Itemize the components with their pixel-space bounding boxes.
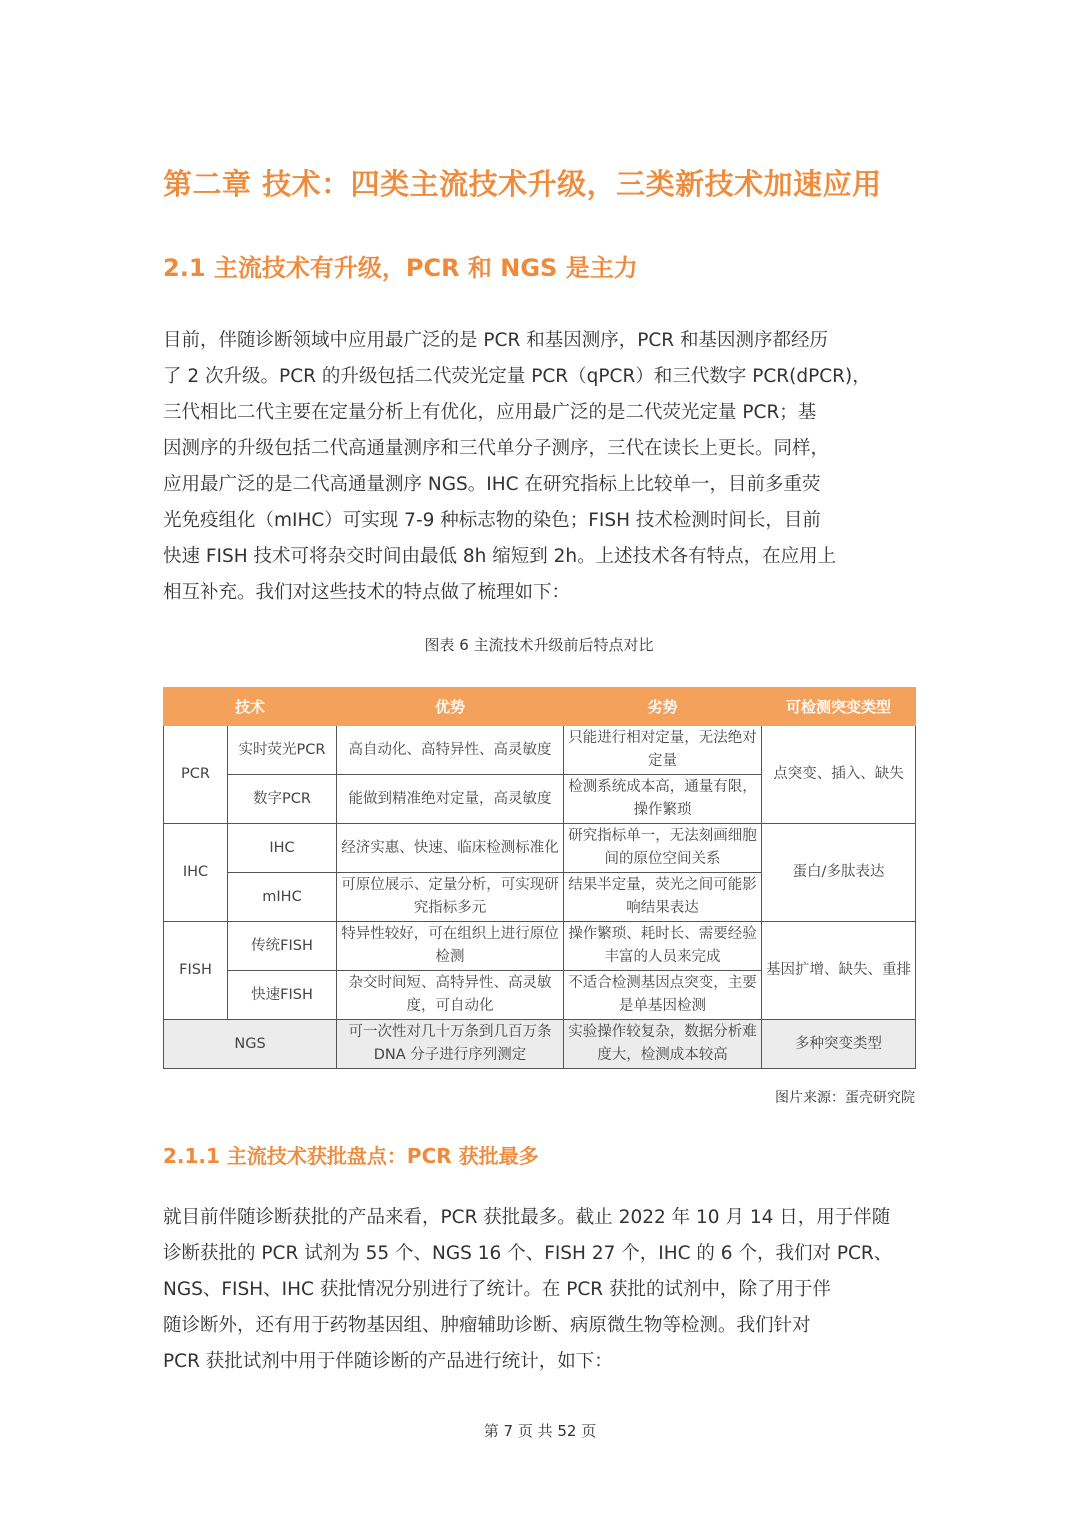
sub-tech: 快速FISH [228, 971, 337, 1020]
header-tech: 技术 [164, 688, 337, 726]
sub-tech: 实时荧光PCR [228, 726, 337, 775]
paragraph-line: 诊断获批的 PCR 试剂为 55 个、NGS 16 个、FISH 27 个，IHC 的 6 个，我们对 PCR、 [163, 1243, 893, 1264]
advantage-cell: 可原位展示、定量分析，可实现研究指标多元 [337, 873, 564, 922]
mutation-pcr: 点突变、插入、缺失 [762, 726, 916, 824]
group-ngs: NGS [164, 1020, 337, 1069]
group-pcr: PCR [164, 726, 228, 824]
paragraph-line: 随诊断外，还有用于药物基因组、肿瘤辅助诊断、病原微生物等检测。我们针对 [163, 1315, 811, 1336]
table-row [164, 726, 916, 775]
paragraph-line: 快速 FISH 技术可将杂交时间由最低 8h 缩短到 2h。上述技术各有特点，在应用上 [163, 546, 837, 567]
header-advantage: 优势 [337, 688, 564, 726]
paragraph-line: 就目前伴随诊断获批的产品来看，PCR 获批最多。截止 2022 年 10 月 14 日，用于伴随 [163, 1207, 891, 1228]
header-mutation-type: 可检测突变类型 [762, 688, 916, 726]
paragraph-line: 光免疫组化（mIHC）可实现 7-9 种标志物的染色；FISH 技术检测时间长，目前 [163, 510, 821, 531]
table-caption: 图表 6 主流技术升级前后特点对比 [424, 636, 654, 654]
sub-tech: mIHC [228, 873, 337, 922]
group-ihc: IHC [164, 824, 228, 922]
header-disadvantage: 劣势 [564, 688, 762, 726]
paragraph-line: PCR 获批试剂中用于伴随诊断的产品进行统计，如下： [163, 1351, 613, 1372]
section-title: 2.1 主流技术有升级，PCR 和 NGS 是主力 [163, 254, 638, 282]
advantage-cell: 杂交时间短、高特异性、高灵敏度，可自动化 [337, 971, 564, 1020]
table-row [164, 824, 916, 873]
disadvantage-cell: 实验操作较复杂，数据分析难度大，检测成本较高 [564, 1020, 762, 1069]
comparison-table [163, 687, 916, 1069]
paragraph-line: 目前，伴随诊断领域中应用最广泛的是 PCR 和基因测序，PCR 和基因测序都经历 [163, 330, 829, 351]
subsection-title: 2.1.1 主流技术获批盘点：PCR 获批最多 [163, 1144, 539, 1168]
sub-tech: 数字PCR [228, 775, 337, 824]
advantage-cell: 经济实惠、快速、临床检测标准化 [337, 824, 564, 873]
mutation-fish: 基因扩增、缺失、重排 [762, 922, 916, 1020]
disadvantage-cell: 研究指标单一，无法刻画细胞间的原位空间关系 [564, 824, 762, 873]
paragraph-line: 相互补充。我们对这些技术的特点做了梳理如下： [163, 582, 571, 603]
paragraph-line: NGS、FISH、IHC 获批情况分别进行了统计。在 PCR 获批的试剂中，除了用于伴 [163, 1279, 832, 1300]
paragraph-line: 因测序的升级包括二代高通量测序和三代单分子测序，三代在读长上更长。同样， [163, 438, 830, 459]
paragraph-line: 了 2 次升级。PCR 的升级包括二代荧光定量 PCR（qPCR）和三代数字 PCR(dPCR)， [163, 366, 871, 387]
disadvantage-cell: 检测系统成本高，通量有限，操作繁琐 [564, 775, 762, 824]
table-row [164, 922, 916, 971]
chapter-title: 第二章 技术：四类主流技术升级，三类新技术加速应用 [163, 167, 882, 201]
group-fish: FISH [164, 922, 228, 1020]
table-row [164, 1020, 916, 1069]
page-number-footer: 第 7 页 共 52 页 [483, 1422, 597, 1440]
sub-tech: 传统FISH [228, 922, 337, 971]
advantage-cell: 可一次性对几十万条到几百万条DNA 分子进行序列测定 [337, 1020, 564, 1069]
sub-tech: IHC [228, 824, 337, 873]
disadvantage-cell: 操作繁琐、耗时长、需要经验丰富的人员来完成 [564, 922, 762, 971]
paragraph-approvals [163, 1200, 915, 1380]
disadvantage-cell: 不适合检测基因点突变，主要是单基因检测 [564, 971, 762, 1020]
disadvantage-cell: 结果半定量，荧光之间可能影响结果表达 [564, 873, 762, 922]
disadvantage-cell: 只能进行相对定量，无法绝对定量 [564, 726, 762, 775]
mutation-ngs: 多种突变类型 [762, 1020, 916, 1069]
image-source-note: 图片来源：蛋壳研究院 [775, 1090, 915, 1106]
paragraph-line: 三代相比二代主要在定量分析上有优化，应用最广泛的是二代荧光定量 PCR；基 [163, 402, 817, 423]
paragraph-intro [163, 323, 915, 611]
advantage-cell: 高自动化、高特异性、高灵敏度 [337, 726, 564, 775]
paragraph-line: 应用最广泛的是二代高通量测序 NGS。IHC 在研究指标上比较单一，目前多重荧 [163, 474, 821, 495]
table-header-row [164, 688, 916, 726]
mutation-ihc: 蛋白/多肽表达 [762, 824, 916, 922]
advantage-cell: 能做到精准绝对定量，高灵敏度 [337, 775, 564, 824]
advantage-cell: 特异性较好，可在组织上进行原位检测 [337, 922, 564, 971]
